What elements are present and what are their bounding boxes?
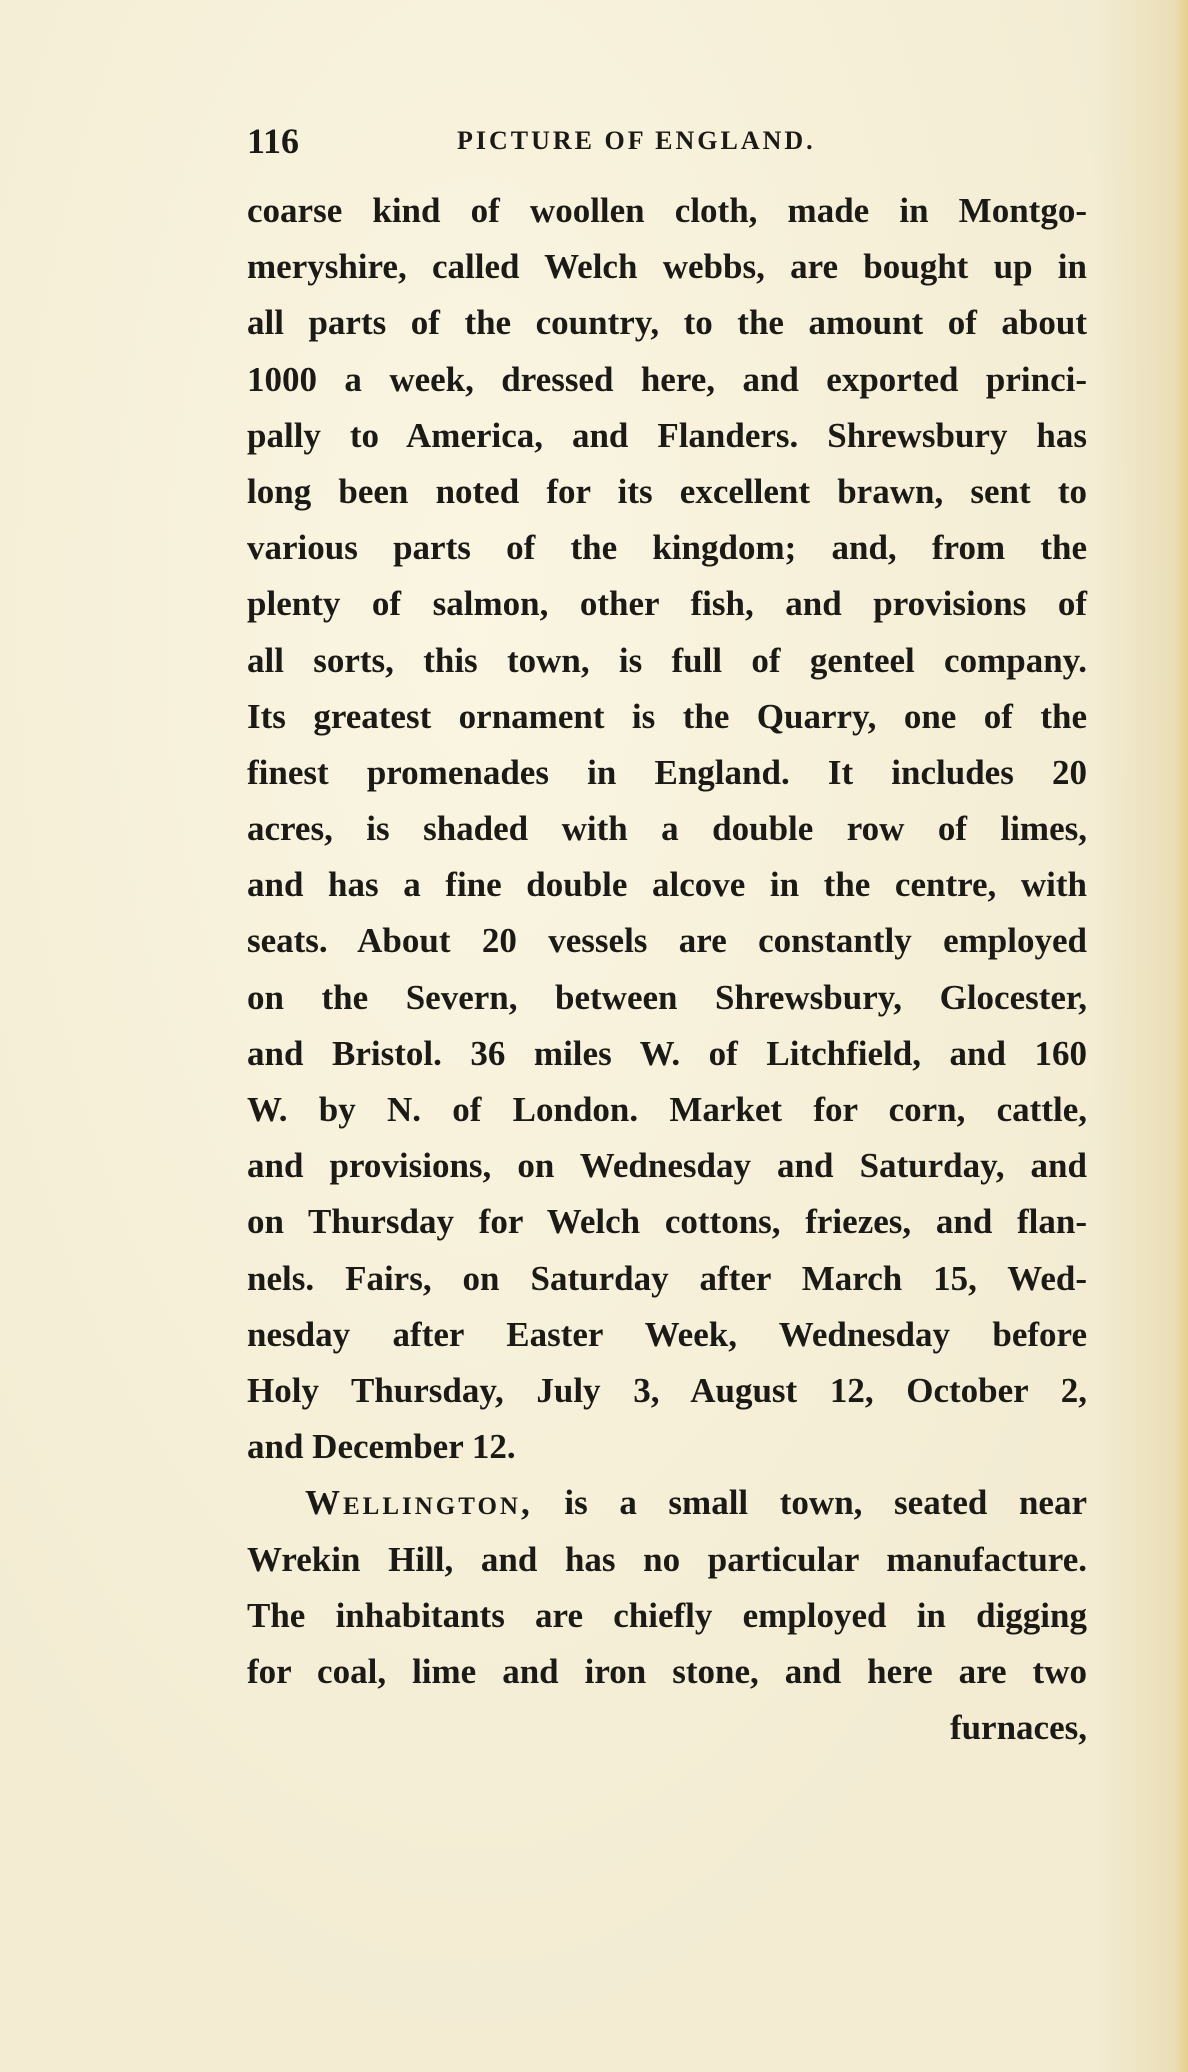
text-line: long been noted for its excellent brawn, sent to <box>247 471 1087 511</box>
running-head <box>247 120 1077 170</box>
place-heading-wellington: Wellington, <box>305 1483 533 1523</box>
text-line: meryshire, called Welch webbs, are bought up in <box>247 247 1087 287</box>
text-line: on the Severn, between Shrewsbury, Glocester, <box>247 977 1087 1017</box>
text-fragment: is a small town, seated near <box>532 1483 1087 1523</box>
text-line: and December 12. <box>247 1427 516 1467</box>
text-line: finest promenades in England. It includes 20 <box>247 752 1087 792</box>
text-line: seats. About 20 vessels are constantly employed <box>247 921 1087 961</box>
text-line: acres, is shaded with a double row of limes, <box>247 809 1087 849</box>
text-line: and has a fine double alcove in the centre, with <box>247 865 1087 905</box>
body-text <box>247 183 1087 1756</box>
text-line: Holy Thursday, July 3, August 12, October 2, <box>247 1370 1087 1410</box>
text-line: on Thursday for Welch cottons, friezes, and flan- <box>247 1202 1087 1242</box>
text-line: The inhabitants are chiefly employed in digging <box>247 1595 1087 1635</box>
paragraph-wellington-first-line <box>247 1475 1087 1531</box>
catchword: furnaces, <box>949 1708 1087 1748</box>
text-line: 1000 a week, dressed here, and exported princi- <box>247 359 1087 399</box>
text-line: Wrekin Hill, and has no particular manufacture. <box>247 1539 1087 1579</box>
running-title: PICTURE OF ENGLAND. <box>457 126 816 155</box>
text-line: coarse kind of woollen cloth, made in Montgo- <box>247 191 1087 230</box>
text-line: nesday after Easter Week, Wednesday before <box>247 1314 1087 1354</box>
text-line: W. by N. of London. Market for corn, cattle, <box>247 1090 1087 1129</box>
text-line: and provisions, on Wednesday and Saturday, and <box>247 1146 1087 1186</box>
text-line: nels. Fairs, on Saturday after March 15, Wed- <box>247 1258 1087 1298</box>
text-line: for coal, lime and iron stone, and here are two <box>247 1651 1087 1691</box>
text-line: all parts of the country, to the amount of about <box>247 303 1087 343</box>
text-line: pally to America, and Flanders. Shrewsbury has <box>247 415 1087 455</box>
text-line: all sorts, this town, is full of genteel company. <box>247 640 1087 680</box>
text-line: plenty of salmon, other fish, and provisions of <box>247 584 1087 624</box>
text-line: various parts of the kingdom; and, from the <box>247 528 1087 568</box>
page-edge-shading <box>1174 0 1188 2072</box>
page-number: 116 <box>247 121 300 161</box>
text-line: Its greatest ornament is the Quarry, one of the <box>247 696 1087 736</box>
text-line: and Bristol. 36 miles W. of Litchfield, and 160 <box>247 1033 1087 1073</box>
